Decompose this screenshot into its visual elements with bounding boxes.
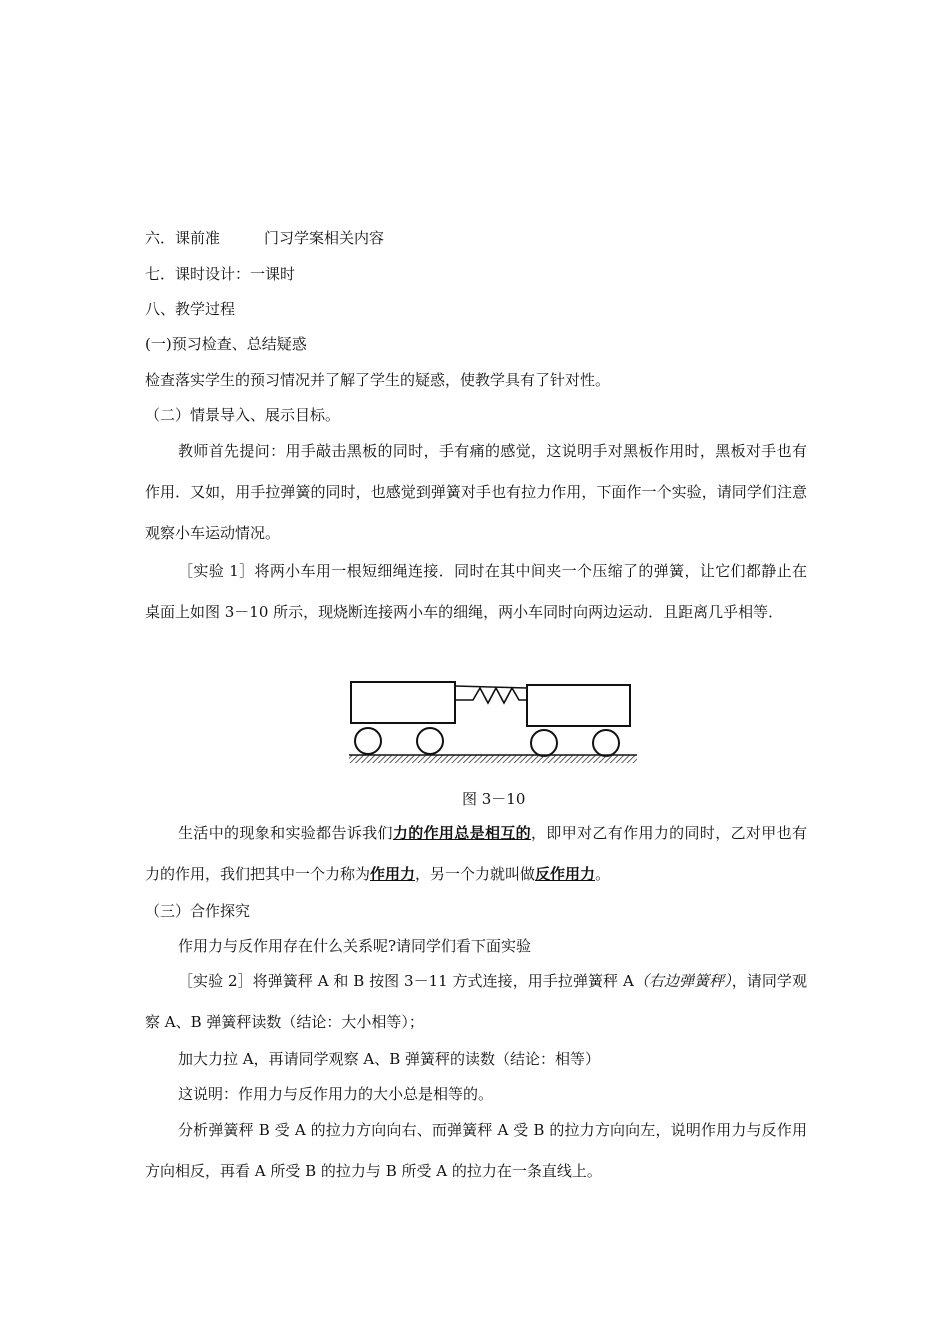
conclusion-text-2: ，即甲对乙有作用力的同时，乙对甲也有力的作用，我们把其中一个力称为	[145, 824, 807, 883]
left-cart-wheel-2	[417, 728, 443, 754]
conclusion-text-3: ，另一个力就叫做	[415, 865, 536, 883]
experiment-2-note: （右边弹簧秤）	[633, 972, 732, 990]
part-2-title: （二）情景导入、展示目标。	[145, 406, 341, 424]
two-carts-spring-figure	[347, 675, 637, 775]
conclusion-text-1: 生活中的现象和实验都告诉我们	[178, 824, 393, 842]
intro-paragraph: 教师首先提问：用手敲击黑板的同时，手有痛的感觉，这说明手对黑板作用时，黑板对手也有作用．又如，用手拉弹簧的同时，也感觉到弹簧对手也有拉力作用，下面作一个实验，请同学们注意观察小车运动情况。	[145, 442, 807, 542]
observation-line: 加大力拉 A，再请同学观察 A、B 弹簧秤的读数（结论：相等）	[178, 1050, 600, 1068]
section-8-heading: 八、教学过程	[145, 300, 236, 318]
left-cart-wheel-1	[355, 728, 381, 754]
section-6-text-b: 门习学案相关内容	[264, 229, 385, 247]
right-cart-wheel-1	[531, 730, 557, 756]
part-1-title: (一)预习检查、总结疑惑	[145, 335, 307, 353]
key-term-action-force: 作用力	[370, 865, 416, 883]
experiment-2-text-a: ［实验 2］将弹簧秤 A 和 B 按图 3－11 方式连接，用手拉弹簧秤 A	[178, 972, 634, 990]
right-cart-wheel-2	[593, 730, 619, 756]
part-1-text: 检查落实学生的预习情况并了解了学生的疑惑，使教学具有了针对性。	[145, 371, 611, 389]
analysis-paragraph: 分析弹簧秤 B 受 A 的拉力方向向右、而弹簧秤 A 受 B 的拉力方向向左，说明作用力与反作用方向相反，再看 A 所受 B 的拉力与 B 所受 A 的拉力在一条直线上。	[145, 1121, 807, 1180]
experiment-2-text-b: ，请同学观察 A、B 弹簧秤读数（结论：大小相等）；	[145, 972, 807, 1031]
part-3-title: （三）合作探究	[145, 902, 251, 920]
compressed-spring	[455, 688, 527, 703]
experiment-2-paragraph	[145, 961, 807, 1043]
part-3-question: 作用力与反作用存在什么关系呢?请同学们看下面实验	[178, 937, 532, 955]
section-6-heading	[145, 228, 384, 248]
conclusion-paragraph	[145, 813, 807, 895]
experiment-1-paragraph: ［实验 1］将两小车用一根短细绳连接．同时在其中间夹一个压缩了的弹簧，让它们都静止在桌面上如图 3－10 所示，现烧断连接两小车的细绳，两小车同时向两边运动．且距离几乎相等．	[145, 562, 807, 621]
left-cart-body	[351, 682, 455, 723]
key-term-reaction-force: 反作用力	[535, 865, 596, 883]
table-surface	[349, 755, 637, 763]
key-term-mutual-force: 力的作用总是相互的	[392, 824, 532, 842]
figure-caption: 图 3－10	[462, 790, 526, 808]
connecting-string	[455, 686, 527, 688]
conclusion-text-4: 。	[595, 865, 611, 883]
section-7-heading: 七．课时设计：一课时	[145, 265, 296, 283]
section-6-text-a: 六．课前准	[145, 229, 221, 247]
explanation-line: 这说明：作用力与反作用力的大小总是相等的。	[178, 1085, 494, 1103]
right-cart-body	[527, 685, 630, 726]
